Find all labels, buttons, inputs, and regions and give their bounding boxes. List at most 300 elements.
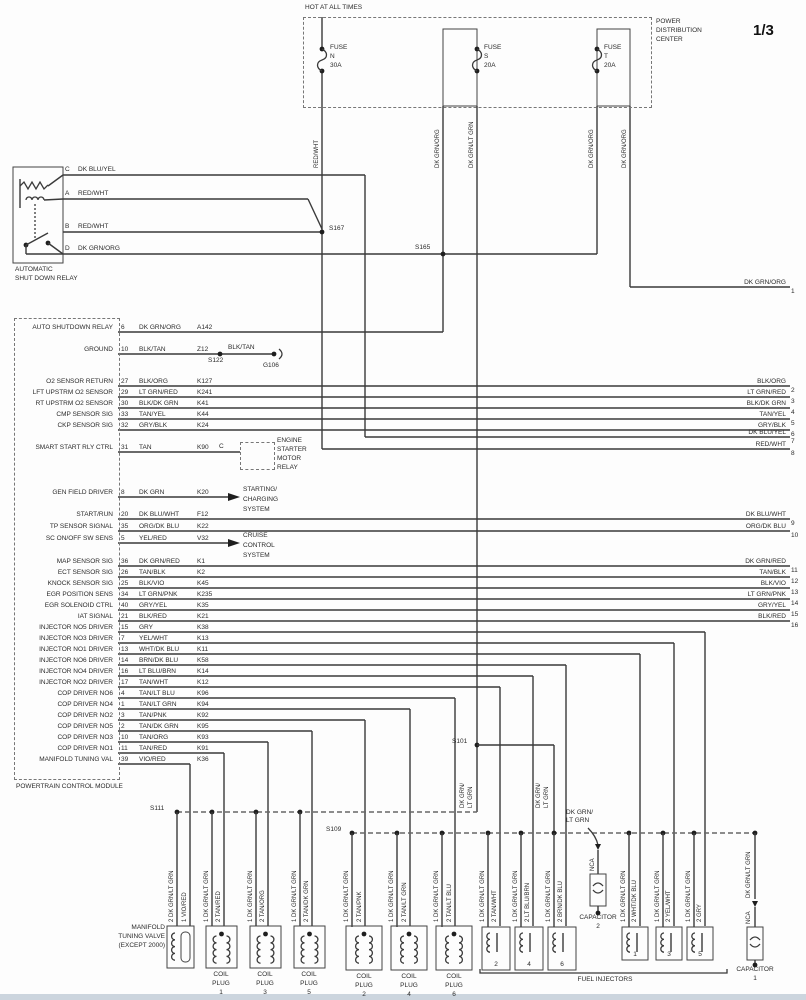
coil-plug-number: 3 [263, 989, 267, 996]
coil-plug-label: PLUG [212, 980, 230, 987]
fuse-id-label: N [330, 53, 335, 60]
component-pin-label: 1 DK GRN/LT GRN [686, 870, 692, 922]
pcm-row-label: COP DRIVER NO4 [57, 701, 113, 708]
wire-segment [48, 243, 63, 254]
pcm-label: POWERTRAIN CONTROL MODULE [16, 783, 123, 790]
pcm-wire-label: LT GRN/RED [139, 389, 178, 396]
pcm-wire-label: TAN [139, 444, 152, 451]
pcm-circuit-label: K235 [197, 591, 213, 598]
pcm-circuit-label: K92 [197, 712, 209, 719]
component-pin-label: 1 DK GRN/LT GRN [434, 870, 440, 922]
component-pin-label: 1 DK GRN/LT GRN [655, 870, 661, 922]
capacitor-plate-icon [750, 944, 760, 947]
starter-relay-line4: RELAY [277, 464, 298, 471]
trunk-wire-label: DK GRN/ LT GRN [460, 782, 474, 808]
pcm-circuit-label: Z12 [197, 346, 209, 353]
feed-wire-label: DK GRN/LT GRN [469, 121, 475, 168]
pcm-wire-label: TAN/YEL [139, 411, 166, 418]
pcm-row-label: MANIFOLD TUNING VAL [39, 756, 113, 763]
capacitor2-nca-label: NCA [590, 858, 596, 871]
mtv-label-line1: MANIFOLD [131, 924, 165, 931]
component-pin-label: 2 TAN/DK GRN [304, 880, 310, 922]
coil-top-dot [362, 932, 367, 937]
pcm-circuit-label: F12 [197, 511, 209, 518]
coil-top-dot [263, 932, 268, 937]
coil-plug-number: 2 [362, 991, 366, 998]
pcm-pin-number: 33 [121, 411, 129, 418]
pcm-circuit-label: K38 [197, 624, 209, 631]
pcm-pin-number: 16 [121, 668, 129, 675]
pcm-circuit-label: V32 [197, 535, 209, 542]
pcm-pin-number: 6 [121, 324, 125, 331]
relay-resistor-icon [20, 182, 48, 189]
pcm-wire-label: BLK/ORG [139, 378, 168, 385]
coil-winding [627, 933, 630, 952]
coil-top-dot [452, 932, 457, 937]
pcm-pin-number: 36 [121, 558, 129, 565]
feed-wire-label: DK GRN/ORG [435, 129, 441, 168]
pcm-wire-label: GRY [139, 624, 153, 631]
right-ref-wire-label: DK BLU/WHT [745, 511, 786, 518]
starter-relay-pin-label: C [219, 443, 224, 450]
pcm-wire-label: BRN/DK BLU [139, 657, 179, 664]
power-distribution-center-box [303, 17, 652, 108]
component-pin-label: 1 DK GRN/LT GRN [621, 870, 627, 922]
pcm-circuit-label: K96 [197, 690, 209, 697]
pcm-row-label: ECT SENSOR SIG [57, 569, 113, 576]
pcm-row-label: TP SENSOR SIGNAL [49, 523, 113, 530]
fuel-injector-number: 2 [494, 961, 498, 968]
feed-wire-label: DK GRN/ORG [589, 129, 595, 168]
pcm-circuit-label: K93 [197, 734, 209, 741]
coil-plug-label: COIL [257, 971, 273, 978]
ground-dot [272, 352, 277, 357]
fuse-amps-label: 20A [484, 62, 496, 69]
coil-winding [459, 936, 462, 963]
component-pin-label: 2 GRY [697, 904, 703, 922]
right-ref-wire-label: GRY/BLK [757, 422, 786, 429]
pcm-circuit-label: K11 [197, 646, 209, 653]
coil-plug-label: PLUG [300, 980, 318, 987]
pcm-pin-number: 34 [121, 591, 129, 598]
coil-plug-label: COIL [446, 973, 462, 980]
pcm-circuit-label: K241 [197, 389, 213, 396]
pcm-row-label: INJECTOR NO2 DRIVER [39, 679, 113, 686]
right-ref-wire-label: GRY/YEL [757, 602, 786, 609]
right-ref-number: 12 [791, 578, 799, 585]
pcm-wire-label: BLK/DK GRN [139, 400, 179, 407]
wire-segment [308, 199, 322, 229]
pcm-wire-label: LT GRN/PNK [139, 591, 178, 598]
starting-charging-line1: STARTING/ [243, 486, 278, 493]
capacitor-plate-icon [593, 890, 603, 893]
coil-winding [661, 933, 664, 952]
fuel-injector-number: 5 [698, 951, 702, 958]
down-arrow-icon [595, 844, 601, 850]
right-ref-wire-label: ORG/DK BLU [745, 523, 786, 530]
coil-plug-number: 5 [307, 989, 311, 996]
relay-pin-wire-label: DK GRN/ORG [78, 245, 120, 252]
fuel-injector-number: 4 [527, 961, 531, 968]
pcm-wire-label: TAN/BLK [139, 569, 166, 576]
feed-wire-label: RED/WHT [314, 140, 320, 168]
pdc-label-line2: DISTRIBUTION [656, 27, 702, 34]
coil-winding [227, 936, 230, 963]
cruise-control-line3: SYSTEM [243, 552, 270, 559]
pcm-circuit-label: K58 [197, 657, 209, 664]
relay-pin-letter: D [65, 245, 70, 252]
starter-relay-line2: STARTER [277, 446, 307, 453]
coil-winding [369, 936, 372, 963]
wire-segment [48, 175, 63, 186]
relay-pin-letter: B [65, 223, 70, 230]
pcm-row-label: INJECTOR NO6 DRIVER [39, 657, 113, 664]
component-pin-label: 2 TAN/ORG [260, 890, 266, 922]
right-ref-wire-label: DK GRN/RED [745, 558, 786, 565]
pcm-pin-number: 11 [121, 745, 128, 752]
pcm-pin-number: 27 [121, 378, 129, 385]
pcm-row-label: COP DRIVER NO5 [57, 723, 113, 730]
pcm-circuit-label: K127 [197, 378, 213, 385]
fuse-name-label: FUSE [330, 44, 348, 51]
pcm-circuit-label: K94 [197, 701, 209, 708]
pcm-row-label: GROUND [84, 346, 113, 353]
pcm-wire-label: TAN/RED [139, 745, 168, 752]
coil-winding [315, 936, 318, 963]
fuel-injector-number: 1 [633, 951, 637, 958]
fuse-amps-label: 30A [330, 62, 342, 69]
capacitor2-feed-line1: DK GRN/ [566, 809, 594, 816]
wire-segment [26, 233, 48, 245]
pcm-row-label: COP DRIVER NO3 [57, 734, 113, 741]
pcm-pin-number: 2 [121, 723, 125, 730]
pcm-wire-label: YEL/RED [139, 535, 167, 542]
pcm-row-label: KNOCK SENSOR SIG [47, 580, 113, 587]
capacitor2-label: CAPACITOR [579, 914, 617, 921]
splice-s109-label: S109 [326, 826, 342, 833]
feed-wire-label: DK GRN/ORG [622, 129, 628, 168]
right-ref-wire-label: RED/WHT [755, 441, 786, 448]
pcm-row-label: CKP SENSOR SIG [57, 422, 113, 429]
component-pin-label: 1 DK GRN/LT GRN [546, 870, 552, 922]
pcm-pin-number: 25 [121, 580, 129, 587]
pcm-pin-number: 21 [121, 613, 129, 620]
splice-s111-label: S111 [150, 805, 165, 812]
mtv-valve-icon [181, 932, 190, 962]
pcm-row-label: LFT UPSTRM O2 SENSOR [32, 389, 113, 396]
coil-plug-number: 1 [219, 989, 223, 996]
pcm-pin-number: 10 [121, 346, 129, 353]
pcm-row-label: INJECTOR NO5 DRIVER [39, 624, 113, 631]
right-ref-number: 11 [791, 567, 798, 574]
coil-winding [356, 936, 359, 963]
fuse-name-label: FUSE [484, 44, 502, 51]
pcm-circuit-label: K24 [197, 422, 209, 429]
pcm-row-label: SC ON/OFF SW SENS [45, 535, 113, 542]
pcm-circuit-label: K95 [197, 723, 209, 730]
pcm-circuit-label: K1 [197, 558, 205, 565]
pcm-row-label: INJECTOR NO3 DRIVER [39, 635, 113, 642]
coil-plug-label: COIL [401, 973, 417, 980]
pcm-wire-label: BLK/TAN [139, 346, 166, 353]
pcm-pin-number: 3 [121, 712, 125, 719]
pcm-wire-label: TAN/DK GRN [139, 723, 179, 730]
pcm-pin-number: 26 [121, 569, 129, 576]
right-ref-wire-label: LT GRN/PNK [747, 591, 786, 598]
right-ref-wire-label: BLK/RED [758, 613, 786, 620]
pcm-pin-number: 39 [121, 756, 129, 763]
pcm-pin-number: 4 [121, 690, 125, 697]
component-pin-label: 2 TAN/LT BLU [447, 884, 453, 922]
capacitor2-box [590, 874, 606, 906]
right-ref-wire-label: BLK/VIO [760, 580, 786, 587]
pcm-wire-label: VIO/RED [139, 756, 166, 763]
pcm-wire-label: YEL/WHT [139, 635, 168, 642]
pcm-wire-label: DK GRN/RED [139, 558, 180, 565]
fuel-injector-number: 3 [667, 951, 671, 958]
capacitor1-feed-label: DK GRN/LT GRN [746, 851, 752, 898]
right-ref-number: 4 [791, 409, 795, 416]
splice-s122-label: S122 [208, 357, 224, 364]
pcm-pin-number: 29 [121, 389, 129, 396]
sheet-number: 1/3 [753, 22, 774, 39]
component-pin-label: 2 TAN/WHT [492, 890, 498, 922]
component-pin-label: 2 TAN/LT GRN [402, 882, 408, 922]
coil-top-dot [407, 932, 412, 937]
cruise-control-line1: CRUISE [243, 532, 268, 539]
pcm-row-label: MAP SENSOR SIG [56, 558, 113, 565]
component-pin-label: 1 DK GRN/LT GRN [248, 870, 254, 922]
component-pin-label: 1 DK GRN/LT GRN [513, 870, 519, 922]
coil-top-dot [219, 932, 224, 937]
pcm-pin-number: 40 [121, 602, 129, 609]
component-pin-label: 2 YEL/WHT [666, 890, 672, 922]
pcm-box [14, 318, 120, 780]
coil-plug-label: COIL [356, 973, 372, 980]
component-pin-label: 1 DK GRN/LT GRN [344, 870, 350, 922]
pcm-pin-number: 30 [121, 400, 129, 407]
component-pin-label: 2 WHT/DK BLU [632, 879, 638, 922]
pcm-row-label: COP DRIVER NO2 [57, 712, 113, 719]
cruise-control-line2: CONTROL [243, 542, 275, 549]
right-ref-number: 13 [791, 589, 799, 596]
coil-plug-number: 6 [452, 991, 456, 998]
starter-relay-line3: MOTOR [277, 455, 302, 462]
pcm-wire-label: GRY/YEL [139, 602, 168, 609]
right-ref-number: 2 [791, 387, 795, 394]
right-ref-number: 3 [791, 398, 795, 405]
pcm-row-label: O2 SENSOR RETURN [46, 378, 113, 385]
pcm-circuit-label: A142 [197, 324, 213, 331]
pcm-circuit-label: K44 [197, 411, 209, 418]
pcm-circuit-label: K2 [197, 569, 205, 576]
component-pin-label: 2 LT BLU/BRN [525, 882, 531, 922]
splice-s122-dot [218, 352, 223, 357]
right-ref-number: 10 [791, 532, 799, 539]
starter-relay-box [240, 442, 275, 470]
component-pin-label: 1 VIO/RED [182, 892, 188, 922]
pcm-row-label: COP DRIVER NO1 [57, 745, 113, 752]
pcm-row-label: AUTO SHUTDOWN RELAY [32, 324, 113, 331]
right-ref-number: 7 [791, 438, 795, 445]
right-ref-number: 16 [791, 622, 799, 629]
pcm-row-label: INJECTOR NO1 DRIVER [39, 646, 113, 653]
right-ref-number: 5 [791, 420, 795, 427]
asd-relay-label-line1: AUTOMATIC [15, 266, 53, 273]
capacitor1-label: CAPACITOR [736, 966, 774, 973]
coil-plug-label: PLUG [256, 980, 274, 987]
pcm-row-label: START/RUN [76, 511, 113, 518]
coil-winding [692, 933, 695, 952]
pcm-circuit-label: K36 [197, 756, 209, 763]
capacitor1-number: 1 [753, 975, 757, 982]
pcm-row-label: GEN FIELD DRIVER [52, 489, 113, 496]
splice-s101-label: S101 [452, 738, 468, 745]
starter-relay-line1: ENGINE [277, 437, 302, 444]
splice-s165-dot [441, 252, 446, 257]
splice-s165-label: S165 [415, 244, 431, 251]
component-pin-label: 1 DK GRN/LT GRN [480, 870, 486, 922]
ground-g106-icon [279, 349, 282, 359]
pcm-wire-label: TAN/LT GRN [139, 701, 177, 708]
pcm-circuit-label: K35 [197, 602, 209, 609]
pcm-wire-label: TAN/WHT [139, 679, 169, 686]
capacitor1-box [747, 927, 763, 960]
pcm-wire-label: ORG/DK BLU [139, 523, 180, 530]
relay-pin-wire-label: RED/WHT [78, 190, 109, 197]
capacitor1-nca-label: NCA [746, 911, 752, 924]
pcm-row-label: RT UPSTRM O2 SENSOR [35, 400, 113, 407]
right-ref-wire-label: BLK/ORG [757, 378, 786, 385]
coil-winding [257, 936, 260, 963]
fuse-id-label: T [604, 53, 608, 60]
branch-wire-label: DK GRN/ LT GRN [536, 782, 550, 808]
coil-winding [520, 933, 523, 952]
pcm-row-label: SMART START RLY CTRL [35, 444, 113, 451]
pcm-pin-number: 15 [121, 624, 129, 631]
pcm-pin-number: 8 [121, 489, 125, 496]
right-ref-wire-label: LT GRN/RED [747, 389, 786, 396]
pcm-wire-label: WHT/DK BLU [139, 646, 180, 653]
pcm-pin-number: 1 [121, 701, 125, 708]
component-pin-label: 2 BRN/DK BLU [558, 880, 564, 922]
system-arrow-icon [228, 539, 240, 547]
component-pin-label: 1 DK GRN/LT GRN [389, 870, 395, 922]
hot-at-all-times-label: HOT AT ALL TIMES [305, 4, 363, 11]
right-ref-number: 14 [791, 600, 799, 607]
coil-top-dot [307, 932, 312, 937]
pcm-pin-number: 31 [121, 444, 129, 451]
coil-plug-number: 4 [407, 991, 411, 998]
pcm-row-label: INJECTOR NO4 DRIVER [39, 668, 113, 675]
down-arrow-icon [752, 901, 758, 907]
splice-s167-dot [320, 230, 325, 235]
coil-plug-label: PLUG [445, 982, 463, 989]
relay-pin-wire-label: DK BLU/YEL [78, 166, 116, 173]
ground-g106-label: G106 [263, 362, 279, 369]
pcm-pin-number: 35 [121, 523, 129, 530]
coil-plug-label: COIL [213, 971, 229, 978]
capacitor-plate-icon [750, 937, 760, 940]
coil-winding [414, 936, 417, 963]
pcm-wire-label: LT BLU/BRN [139, 668, 176, 675]
coil-winding [446, 936, 449, 963]
coil-winding [213, 936, 216, 963]
fuel-injector-number: 6 [560, 961, 564, 968]
pcm-circuit-label: K12 [197, 679, 209, 686]
coil-winding [553, 933, 556, 952]
wire-segment [44, 199, 63, 200]
pcm-wire-label: BLK/RED [139, 613, 167, 620]
right-ref-wire-label: BLK/DK GRN [746, 400, 786, 407]
coil-winding [271, 936, 274, 963]
pcm-circuit-label: K45 [197, 580, 209, 587]
pcm-wire-label: TAN/LT BLU [139, 690, 175, 697]
pcm-wire-label: TAN/PNK [139, 712, 167, 719]
coil-winding [487, 933, 490, 952]
pcm-circuit-label: K41 [197, 400, 209, 407]
pcm-row-label: COP DRIVER NO6 [57, 690, 113, 697]
right-ref-number: 9 [791, 520, 795, 527]
coil-plug-label: COIL [301, 971, 317, 978]
right-ref-number: 15 [791, 611, 799, 618]
pcm-pin-number: 20 [121, 511, 129, 518]
capacitor2-number: 2 [596, 923, 600, 930]
right-ref-number: 1 [791, 288, 795, 295]
coil-winding [301, 936, 304, 963]
relay-pin-letter: A [65, 190, 70, 197]
starting-charging-line2: CHARGING [243, 496, 279, 503]
right-ref-number: 6 [791, 431, 795, 438]
ground-branch-wire-label: BLK/TAN [228, 344, 255, 351]
mtv-label-line2: TUNING VALVE [118, 933, 165, 940]
coil-winding [401, 936, 404, 963]
component-pin-label: 2 TAN/PNK [357, 891, 363, 922]
pcm-circuit-label: K13 [197, 635, 209, 642]
pcm-wire-label: BLK/VIO [139, 580, 165, 587]
mtv-label-line3: (EXCEPT 2000) [118, 942, 165, 949]
fuel-injectors-label: FUEL INJECTORS [577, 976, 633, 983]
fuse-amps-label: 20A [604, 62, 616, 69]
right-ref-wire-label: TAN/BLK [759, 569, 786, 576]
pcm-circuit-label: K21 [197, 613, 209, 620]
pcm-pin-number: 10 [121, 734, 129, 741]
pcm-circuit-label: K91 [197, 745, 209, 752]
asd-relay-label-line2: SHUT DOWN RELAY [15, 275, 78, 282]
pcm-row-label: IAT SIGNAL [77, 613, 113, 620]
pcm-row-label: EGR SOLENOID CTRL [44, 602, 113, 609]
right-ref-wire-label: DK GRN/ORG [744, 279, 786, 286]
component-pin-label: 2 DK GRN/LT GRN [169, 870, 175, 922]
pcm-circuit-label: K14 [197, 668, 209, 675]
right-ref-wire-label: TAN/YEL [759, 411, 786, 418]
system-arrow-icon [228, 493, 240, 501]
right-ref-wire-label: DK BLU/YEL [748, 429, 786, 436]
relay-coil-icon [26, 197, 44, 200]
relay-pin-wire-label: RED/WHT [78, 223, 109, 230]
pcm-wire-label: GRY/BLK [139, 422, 168, 429]
pcm-wire-label: DK GRN [139, 489, 165, 496]
coil-plug-label: PLUG [355, 982, 373, 989]
pcm-pin-number: 13 [121, 646, 129, 653]
pcm-circuit-label: K90 [197, 444, 209, 451]
pcm-circuit-label: K22 [197, 523, 209, 530]
pcm-pin-number: 5 [121, 535, 125, 542]
capacitor-plate-icon [593, 883, 603, 886]
right-ref-number: 8 [791, 450, 795, 457]
pcm-pin-number: 32 [121, 422, 129, 429]
starting-charging-line3: SYSTEM [243, 506, 270, 513]
